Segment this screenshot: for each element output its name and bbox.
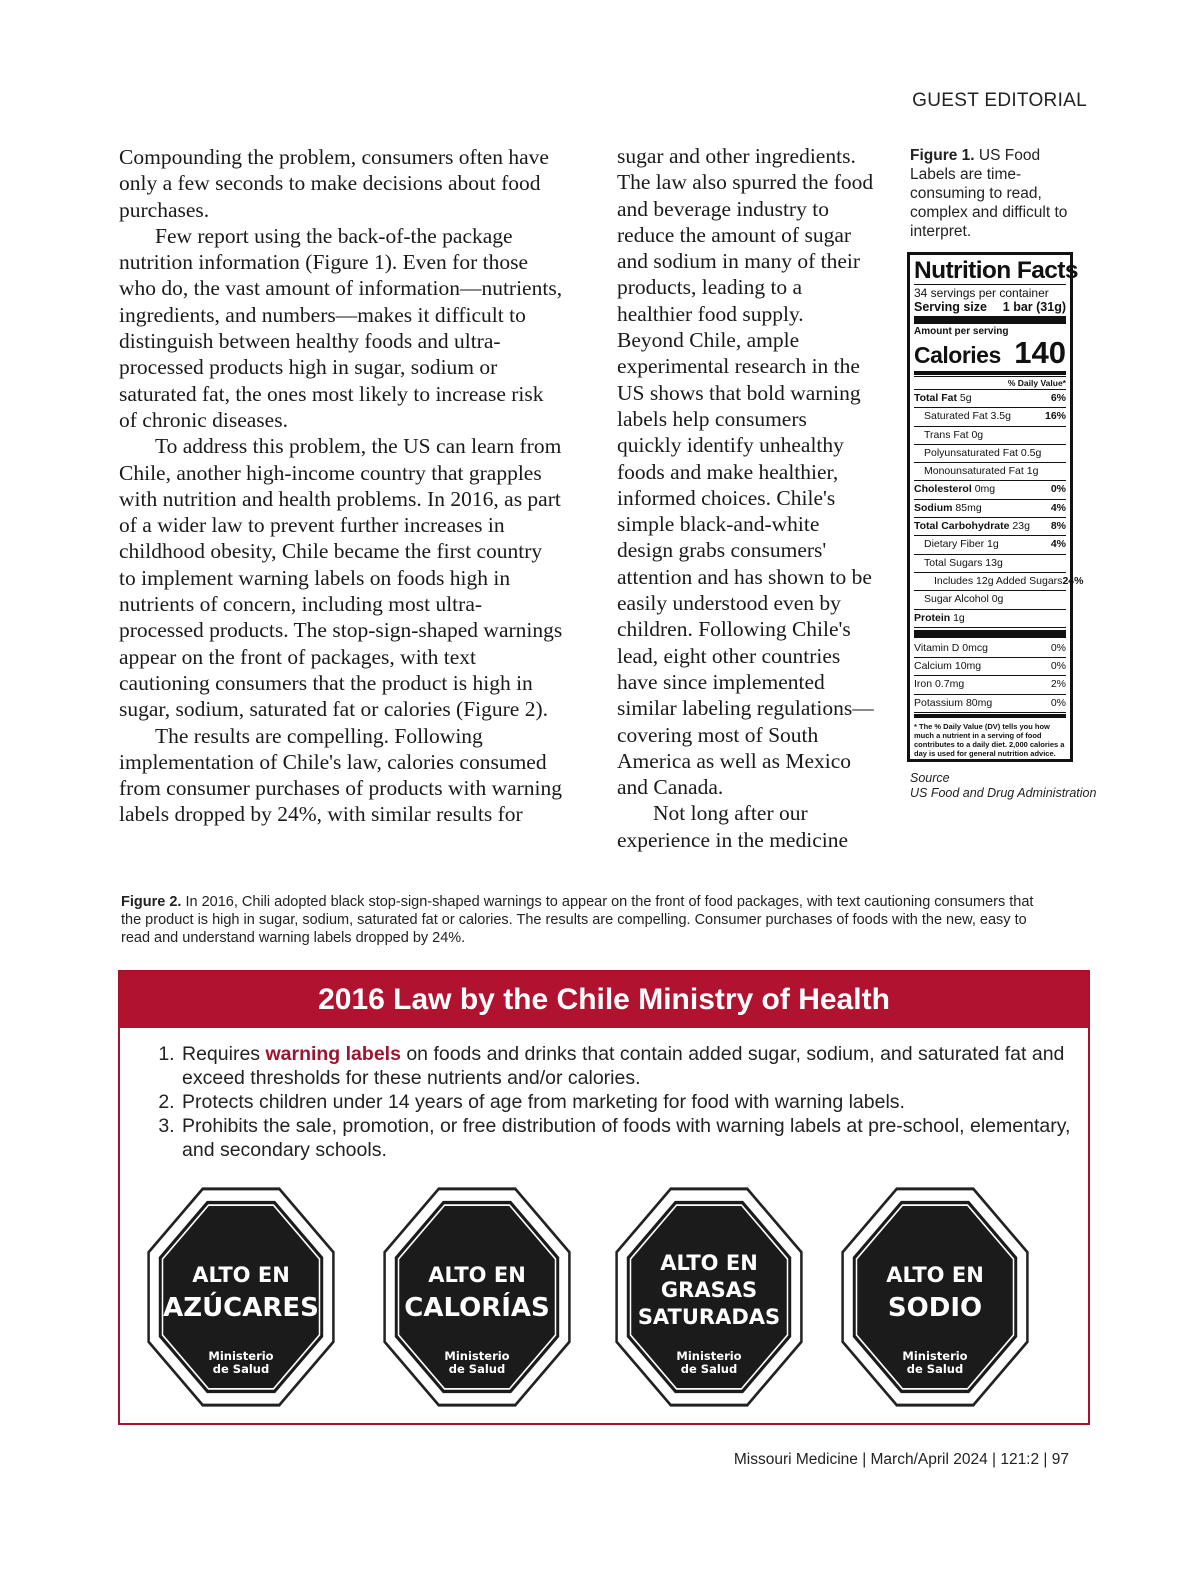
vitamin-label: Vitamin D bbox=[914, 641, 960, 654]
nutrient-percent: 4% bbox=[1050, 501, 1066, 514]
nutrient-percent: 6% bbox=[1050, 392, 1066, 404]
vitamin-row bbox=[914, 676, 1066, 694]
nutrient-label: Protein bbox=[914, 611, 951, 624]
calories-label: Calories bbox=[914, 342, 1001, 368]
nutrient-percent: 16% bbox=[1044, 410, 1066, 423]
vitamin-percent: 0% bbox=[1050, 660, 1066, 673]
sign-ministry-text: Ministerio bbox=[902, 1349, 968, 1363]
warning-stop-sign bbox=[146, 1184, 336, 1410]
nutrient-row bbox=[914, 555, 1066, 573]
figure-1-caption bbox=[910, 146, 1090, 241]
sign-ministry-text: de Salud bbox=[906, 1362, 964, 1376]
nutrient-name bbox=[914, 390, 972, 407]
divider bbox=[914, 630, 1066, 638]
list-item bbox=[180, 1114, 1088, 1162]
nutrient-amount: 0.5g bbox=[1020, 446, 1042, 459]
vitamin-row bbox=[914, 658, 1066, 676]
list-item bbox=[180, 1042, 1088, 1090]
nutrient-name bbox=[914, 463, 1038, 480]
serving-size bbox=[914, 300, 1066, 314]
warning-stop-sign bbox=[382, 1184, 572, 1410]
nutrient-name bbox=[914, 427, 983, 444]
paragraph: The results are compelling. Following implementation of Chile's law, calories consumed from consumer purchases of products with warning labels dropped by 24%, with similar results for bbox=[119, 723, 563, 827]
chile-law-box bbox=[118, 970, 1090, 1425]
nutrient-label: Cholesterol bbox=[914, 483, 972, 496]
vitamin-amount: 0mcg bbox=[962, 641, 988, 654]
nutrient-amount: 5g bbox=[959, 392, 972, 404]
nutrient-name bbox=[914, 610, 965, 627]
nutrient-amount: 85mg bbox=[955, 501, 982, 514]
nutrition-footnote: * The % Daily Value (DV) tells you how much a nutrient in a serving of food contributes to a daily diet. 2,000 calories a day is used for general nutrition advice. bbox=[914, 722, 1065, 759]
sign-text: SATURADAS bbox=[637, 1305, 781, 1329]
paragraph: Not long after our experience in the medicine bbox=[617, 801, 849, 852]
nutrient-row bbox=[914, 408, 1066, 426]
nutrient-row bbox=[914, 427, 1066, 445]
sign-ministry-text: Ministerio bbox=[676, 1349, 742, 1363]
paragraph: Few report using the back-of-the package nutrition information (Figure 1). Even for those who do, the vast amount of information—nutrients, ingredients, and numbers—makes it difficult to distinguish between healthy foods and ultra-processed products high in sugar, sodium or saturated fat, the ones most likely to increase risk of chronic diseases. bbox=[119, 223, 563, 432]
nutrient-percent: 8% bbox=[1050, 520, 1066, 533]
nutrient-percent: 24% bbox=[1062, 574, 1084, 587]
calories-row bbox=[914, 335, 1066, 370]
sign-ministry-text: de Salud bbox=[448, 1362, 506, 1376]
nutrient-row bbox=[914, 390, 1066, 408]
list-text: Prohibits the sale, promotion, or free distribution of foods with warning labels at pre-school, elementary, and secondary schools. bbox=[182, 1115, 1071, 1161]
nutrient-row bbox=[914, 445, 1066, 463]
figure-1-source bbox=[910, 771, 1096, 801]
daily-value-header: % Daily Value* bbox=[914, 376, 1066, 390]
nutrient-amount: 1g bbox=[1026, 465, 1039, 478]
source-label: Source bbox=[910, 771, 950, 785]
nutrient-label: Sodium bbox=[914, 501, 953, 514]
nutrient-row bbox=[914, 573, 1084, 591]
article-column-2 bbox=[617, 143, 875, 853]
vitamin-label: Potassium bbox=[914, 696, 964, 709]
nutrient-amount: 1g bbox=[987, 538, 999, 551]
sign-text: ALTO EN bbox=[886, 1263, 984, 1287]
nutrient-amount: 13g bbox=[985, 556, 1003, 569]
figure-1-caption-text: US Food Labels are time-consuming to read, complex and difficult to interpret. bbox=[910, 147, 1068, 240]
nutrient-label: Dietary Fiber bbox=[924, 538, 985, 551]
serving-size-label: Serving size bbox=[914, 300, 987, 314]
nutrient-name bbox=[914, 481, 995, 498]
sign-ministry-text: Ministerio bbox=[208, 1349, 274, 1363]
warning-signs bbox=[146, 1184, 1066, 1410]
calories-value: 140 bbox=[1014, 335, 1066, 370]
vitamin-rows bbox=[914, 640, 1066, 713]
nutrient-label: Monounsaturated Fat bbox=[924, 465, 1024, 478]
vitamin-name bbox=[914, 695, 992, 712]
nutrient-label: Total Carbohydrate bbox=[914, 520, 1010, 533]
nutrient-percent: 0% bbox=[1050, 483, 1066, 496]
list-item bbox=[180, 1090, 1088, 1114]
law-provisions-list bbox=[120, 1042, 1088, 1162]
vitamin-amount: 80mg bbox=[965, 696, 993, 709]
amount-per-serving: Amount per serving bbox=[914, 326, 1009, 337]
nutrient-row bbox=[914, 463, 1066, 481]
nutrient-row bbox=[914, 481, 1066, 499]
figure-2-label: Figure 2. bbox=[121, 894, 182, 910]
servings-per-container: 34 servings per container bbox=[914, 284, 1066, 300]
page-footer: Missouri Medicine | March/April 2024 | 121:2 | 97 bbox=[733, 1451, 1069, 1468]
nutrient-amount: 1g bbox=[953, 611, 965, 624]
sign-text: SODIO bbox=[887, 1293, 983, 1323]
nutrient-label: Sugar Alcohol bbox=[924, 593, 989, 606]
sign-text: ALTO EN bbox=[660, 1251, 758, 1275]
nutrient-amount: 3.5g bbox=[990, 410, 1011, 423]
list-text: on foods and drinks that contain added sugar, sodium, and saturated fat and exceed thresholds for these nutrients and/or calories. bbox=[182, 1043, 1065, 1089]
nutrient-label: Saturated Fat bbox=[924, 410, 988, 423]
sign-text: CALORÍAS bbox=[404, 1293, 550, 1323]
warning-labels-highlight: warning labels bbox=[265, 1043, 401, 1065]
nutrient-row bbox=[914, 536, 1066, 554]
nutrient-label: Total Sugars bbox=[924, 556, 983, 569]
divider bbox=[914, 316, 1066, 324]
figure-1-label: Figure 1. bbox=[910, 147, 975, 164]
paragraph: sugar and other ingredients. The law also spurred the food and beverage industry to reduce the amount of sugar and sodium in many of their products, leading to a healthier food supply. Beyond Chile, ample experimental research in the US shows that bold warning labels help consumers quickly identify unhealthy foods and make healthier, informed choices. Chile's simple black-and-white design grabs consumers' attention and has shown to be easily understood even by children. Following Chile's lead, eight other countries have since implemented similar labeling regulations—covering most of South America as well as Mexico and Canada. bbox=[617, 144, 874, 800]
serving-size-value: 1 bar (31g) bbox=[1002, 300, 1066, 314]
paragraph: Compounding the problem, consumers often have only a few seconds to make decisions about food purchases. bbox=[119, 145, 549, 222]
nutrition-facts-label bbox=[907, 252, 1084, 762]
nutrient-name bbox=[914, 536, 999, 553]
sign-text: ALTO EN bbox=[428, 1263, 526, 1287]
section-header: GUEST EDITORIAL bbox=[912, 90, 1087, 111]
vitamin-name bbox=[914, 676, 964, 693]
nutrient-row bbox=[914, 500, 1066, 518]
sign-ministry-text: de Salud bbox=[212, 1362, 270, 1376]
chile-law-title: 2016 Law by the Chile Ministry of Health bbox=[120, 972, 1088, 1028]
nutrient-amount: 0g bbox=[971, 428, 984, 441]
sign-text: GRASAS bbox=[660, 1278, 758, 1302]
vitamin-row bbox=[914, 695, 1066, 713]
nutrient-row bbox=[914, 518, 1066, 536]
nutrient-label: Polyunsaturated Fat bbox=[924, 446, 1018, 459]
divider bbox=[914, 371, 1066, 375]
vitamin-amount: 0.7mg bbox=[935, 678, 965, 691]
vitamin-name bbox=[914, 640, 988, 657]
nutrient-rows bbox=[914, 390, 1084, 628]
nutrient-label: Total Fat bbox=[914, 392, 957, 404]
nutrient-name bbox=[914, 445, 1041, 462]
article-column-1 bbox=[119, 144, 564, 828]
vitamin-amount: 10mg bbox=[954, 660, 982, 673]
figure-2-caption-text: In 2016, Chili adopted black stop-sign-shaped warnings to appear on the front of food packages, with text cautioning consumers that the product is high in sugar, sodium, saturated fat or calories. The results are compelling. Consumer purchases of foods with the new, easy to read and understand warning labels dropped by 24%. bbox=[121, 894, 1034, 946]
vitamin-percent: 0% bbox=[1050, 641, 1066, 654]
vitamin-percent: 2% bbox=[1050, 678, 1066, 691]
warning-stop-sign bbox=[840, 1184, 1030, 1410]
vitamin-label: Calcium bbox=[914, 660, 952, 673]
nutrient-amount: 0g bbox=[991, 593, 1004, 606]
list-text: Protects children under 14 years of age from marketing for food with warning labels. bbox=[182, 1091, 905, 1113]
vitamin-name bbox=[914, 658, 981, 675]
nutrient-amount: 0mg bbox=[974, 483, 996, 496]
figure-2-caption bbox=[121, 893, 1041, 947]
warning-stop-sign bbox=[614, 1184, 804, 1410]
paragraph: To address this problem, the US can learn from Chile, another high-income country that grapples with nutrition and health problems. In 2016, as part of a wider law to prevent further increases in childhood obesity, Chile became the first country to implement warning labels on foods high in nutrients of concern, including most ultra-processed products. The stop-sign-shaped warnings appear on the front of packages, with text cautioning consumers that the product is high in sugar, sodium, saturated fat or calories (Figure 2). bbox=[119, 434, 563, 722]
nutrient-label: Includes 12g Added Sugars bbox=[934, 574, 1063, 587]
nutrient-name bbox=[914, 518, 1030, 535]
nutrient-name bbox=[914, 573, 1062, 590]
nutrient-label: Trans Fat bbox=[924, 428, 969, 441]
list-text: Requires bbox=[182, 1043, 266, 1065]
nutrient-amount: 23g bbox=[1012, 520, 1030, 533]
sign-text: ALTO EN bbox=[192, 1263, 290, 1287]
nutrition-facts-title: Nutrition Facts bbox=[914, 257, 1078, 284]
vitamin-row bbox=[914, 640, 1066, 658]
nutrient-percent: 4% bbox=[1050, 538, 1066, 551]
vitamin-label: Iron bbox=[914, 678, 933, 691]
nutrient-name bbox=[914, 500, 982, 517]
nutrient-name bbox=[914, 408, 1011, 425]
nutrient-name bbox=[914, 555, 1003, 572]
nutrient-name bbox=[914, 591, 1003, 608]
sign-ministry-text: Ministerio bbox=[444, 1349, 510, 1363]
source-text: US Food and Drug Administration bbox=[910, 786, 1097, 800]
vitamin-percent: 0% bbox=[1050, 696, 1066, 709]
sign-text: AZÚCARES bbox=[163, 1293, 319, 1323]
nutrient-row bbox=[914, 591, 1066, 609]
sign-ministry-text: de Salud bbox=[680, 1362, 738, 1376]
divider bbox=[914, 714, 1066, 718]
nutrient-row bbox=[914, 610, 1066, 628]
